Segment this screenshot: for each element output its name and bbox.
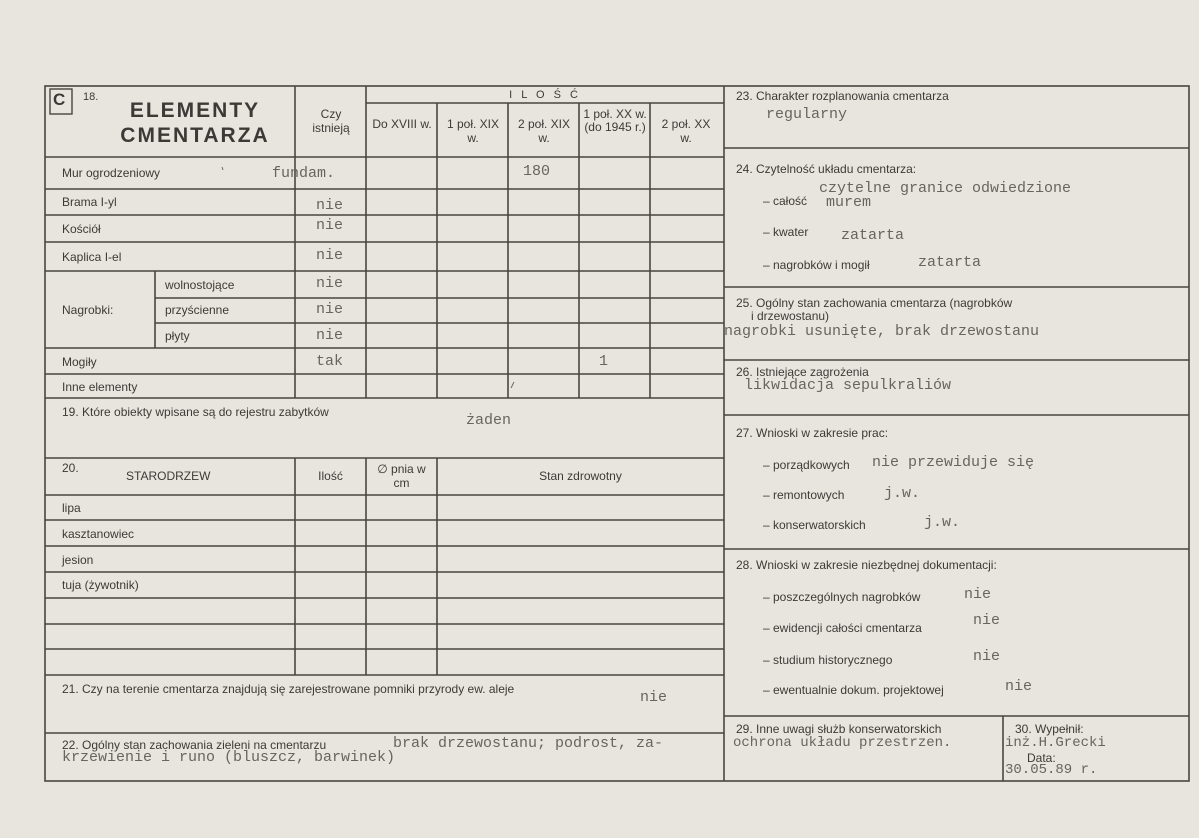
row-value-kosciol: nie — [316, 217, 344, 234]
q29-label: 29. Inne uwagi służb konserwatorskich — [736, 722, 942, 736]
q23-value: regularny — [766, 106, 848, 123]
q20-pnia: ∅ pnia w cm — [377, 462, 426, 490]
tree-kasztanowiec: kasztanowiec — [62, 527, 135, 541]
q28-item3-value: nie — [973, 648, 1001, 665]
col-do-xviii: Do XVIII w. — [372, 117, 432, 131]
q28-item4-value: nie — [1005, 678, 1033, 695]
row-label-kosciol: Kościół — [62, 222, 101, 236]
q20-stan: Stan zdrowotny — [539, 469, 622, 483]
q27-konserwatorskich-label: – konserwatorskich — [763, 518, 866, 532]
q30-value: inż.H.Grecki — [1005, 735, 1106, 751]
q24-calosc-label: – całość — [763, 194, 808, 208]
q22-value-line1: brak drzewostanu; podrost, za- — [393, 735, 664, 752]
tree-lipa: lipa — [62, 501, 81, 515]
q25-label-line1: 25. Ogólny stan zachowania cmentarza (nagrobków — [736, 296, 1013, 310]
row-value-plyty: nie — [316, 327, 344, 344]
q26-label: 26. Istniejące zagrożenia — [736, 365, 869, 379]
row-value-wolnostojace: nie — [316, 275, 344, 292]
q26-value: likwidacja sepulkraliów — [744, 377, 952, 394]
title-line1: ELEMENTY — [129, 99, 261, 122]
q21-value: nie — [640, 689, 668, 706]
q19-value: żaden — [466, 412, 512, 429]
q24-nagrobkow-label: – nagrobków i mogił — [763, 258, 870, 272]
tree-tuja: tuja (żywotnik) — [62, 578, 139, 592]
q27-label: 27. Wnioski w zakresie prac: — [736, 426, 889, 440]
q27-remontowych-label: – remontowych — [763, 488, 845, 502]
tree-jesion: jesion — [62, 553, 94, 567]
q24-calosc-value1: czytelne granice odwiedzione — [819, 180, 1072, 197]
q28-item3-label: – studium historycznego — [763, 653, 893, 667]
row-label-przyscienne: przyścienne — [165, 303, 230, 317]
q24-kwater-label: – kwater — [763, 225, 809, 239]
row-label-mogily: Mogiły — [62, 355, 97, 369]
col-1pol-xx: 1 poł. XX w. (do 1945 r.) — [583, 107, 647, 135]
col-1pol-xix: 1 poł. XIX w. — [446, 117, 500, 145]
q28-item4-label: – ewentualnie dokum. projektowej — [763, 683, 944, 697]
q27-porzadkowych-value: nie przewiduje się — [872, 454, 1035, 471]
q28-label: 28. Wnioski w zakresie niezbędnej dokumentacji: — [736, 558, 997, 572]
q27-konserwatorskich-value: j.w. — [924, 514, 961, 531]
nagrobki-label: Nagrobki: — [62, 303, 114, 317]
row-mogily-1pol-xx: 1 — [599, 353, 609, 370]
q28-item2-label: – ewidencji całości cmentarza — [763, 621, 922, 635]
q20-title: STARODRZEW — [126, 469, 211, 483]
q27-porzadkowych-label: – porządkowych — [763, 458, 850, 472]
q28-item1-label: – poszczególnych nagrobków — [763, 590, 921, 604]
row-value-kaplica: nie — [316, 247, 344, 264]
q28-item1-value: nie — [964, 586, 992, 603]
row-value-przyscienne: nie — [316, 301, 344, 318]
col-2pol-xx: 2 poł. XX w. — [661, 117, 711, 145]
q23-label: 23. Charakter rozplanowania cmentarza — [736, 89, 949, 103]
row-value-mogily: tak — [316, 353, 344, 370]
q24-label: 24. Czytelność układu cmentarza: — [736, 162, 917, 176]
ilosc-header: I L O Ś Ć — [509, 89, 581, 101]
q22-label: 22. Ogólny stan zachowania zieleni na cmentarzu — [62, 738, 327, 752]
col-2pol-xix: 2 poł. XIX w. — [517, 117, 571, 145]
row-label-kaplica: Kaplica I-el — [62, 250, 122, 264]
row-label-brama: Brama I-yl — [62, 195, 117, 209]
q28-item2-value: nie — [973, 612, 1001, 629]
q25-label-line2: i drzewostanu) — [751, 309, 830, 323]
q19-label: 19. Które obiekty wpisane są do rejestru zabytków — [62, 405, 329, 419]
q30-data-label: Data: — [1027, 751, 1056, 765]
q30-label: 30. Wypełnił: — [1015, 722, 1084, 736]
section-18-number: 18. — [83, 91, 99, 103]
q21-label: 21. Czy na terenie cmentarza znajdują się zarejestrowane pomniki przyrody ew. aleje — [62, 682, 515, 696]
czy-istnieja-header: Czy istnieją — [312, 107, 350, 135]
row-mur-2pol-xix: 180 — [523, 163, 551, 180]
row-label-mur: Mur ogrodzeniowy — [62, 166, 161, 180]
q30-data-value: 30.05.89 r. — [1005, 762, 1098, 778]
row-label-wolnostojace: wolnostojące — [165, 278, 235, 292]
q24-calosc-value2: murem — [826, 194, 872, 211]
q29-value: ochrona układu przestrzen. — [733, 735, 952, 751]
title-line2: CMENTARZA — [120, 124, 270, 147]
q24-kwater-value: zatarta — [841, 227, 905, 244]
section-letter: C — [53, 90, 66, 109]
row-label-inne: Inne elementy — [62, 380, 138, 394]
q20-number: 20. — [62, 461, 79, 475]
row-value-brama: nie — [316, 197, 344, 214]
q25-value: nagrobki usunięte, brak drzewostanu — [724, 323, 1040, 340]
q20-ilosc: Ilość — [318, 469, 343, 483]
q27-remontowych-value: j.w. — [884, 485, 921, 502]
q22-value-line2: krzewienie i runo (bluszcz, barwinek) — [62, 749, 396, 766]
row-label-plyty: płyty — [165, 329, 190, 343]
q24-nagrobkow-value: zatarta — [918, 254, 982, 271]
row-value-mur: fundam. — [272, 165, 336, 182]
